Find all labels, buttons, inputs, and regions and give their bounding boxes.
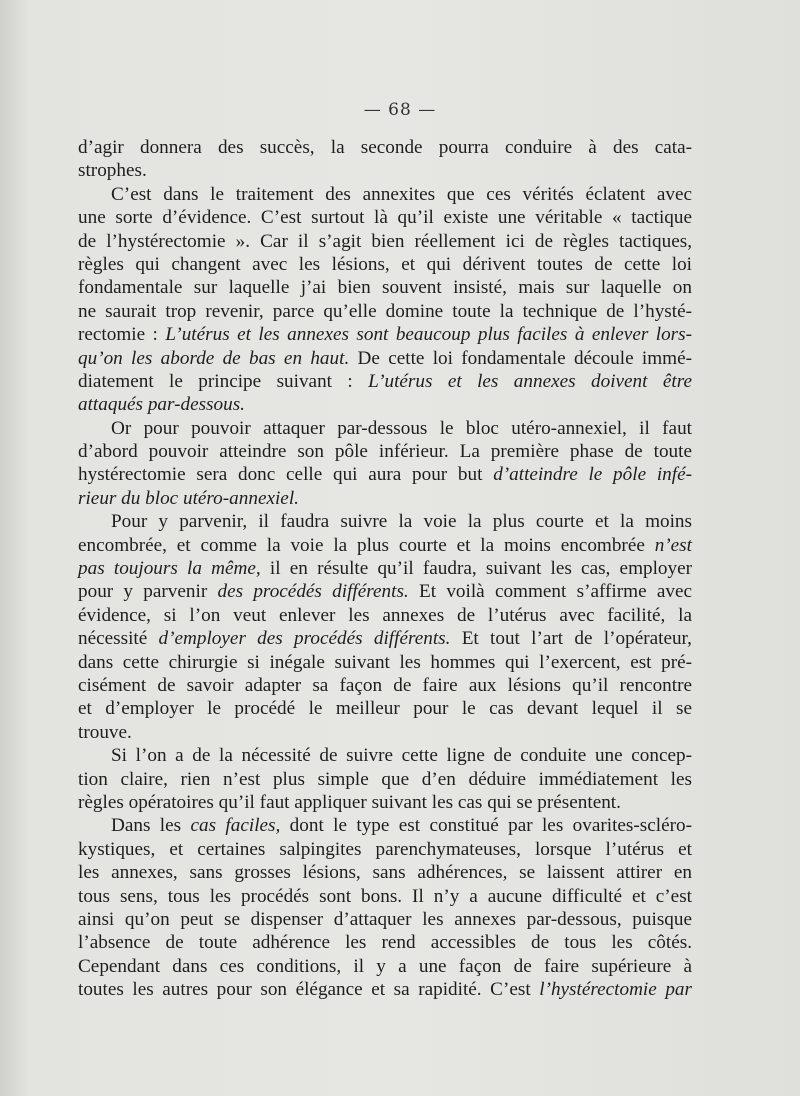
text-segment: toutes les autres pour son élégance et sa rapidité. C’est xyxy=(78,979,540,1001)
text-segment: Et voilà comment s’affirme avec xyxy=(408,581,692,603)
text-segment: fondamentale sur laquelle j’ai bien souvent insisté, mais sur laquelle on xyxy=(78,277,692,299)
text-line xyxy=(78,253,692,276)
text-segment: ne saurait trop revenir, parce qu’elle domine toute la technique de l’hysté- xyxy=(78,300,692,322)
text-line xyxy=(78,744,692,767)
italic-text: l’hystérectomie par xyxy=(539,979,692,1001)
text-line xyxy=(78,931,692,954)
text-segment: l’absence de toute adhérence les rend accessibles de tous les côtés. xyxy=(78,932,692,954)
text-line xyxy=(78,557,692,580)
text-line xyxy=(78,768,692,791)
text-line xyxy=(78,230,692,253)
text-segment: diatement le principe suivant : xyxy=(78,370,369,392)
text-segment: Si l’on a de la nécessité de suivre cette ligne de conduite une concep- xyxy=(111,745,692,767)
text-segment: rectomie : xyxy=(78,324,166,346)
body-text xyxy=(78,136,692,1001)
text-line xyxy=(78,908,692,931)
text-line xyxy=(78,393,692,416)
text-segment: de l’hystérectomie ». Car il s’agit bien réellement ici de règles tactiques, xyxy=(78,230,692,252)
text-line xyxy=(78,627,692,650)
text-segment: ainsi qu’on peut se dispenser d’attaquer les annexes par-dessous, puisque xyxy=(78,908,692,930)
text-segment: les annexes, sans grosses lésions, sans adhérences, se laissent attirer en xyxy=(78,862,692,884)
text-line xyxy=(78,955,692,978)
text-segment: nécessité xyxy=(78,628,159,650)
text-line xyxy=(78,487,692,510)
text-segment: règles qui changent avec les lésions, et qui dérivent toutes de cette loi xyxy=(78,253,692,275)
italic-text: d’atteindre le pôle infé- xyxy=(493,464,692,486)
text-line xyxy=(78,347,692,370)
text-line xyxy=(78,814,692,837)
text-segment: évidence, si l’on veut enlever les annexes de l’utérus avec facilité, la xyxy=(78,604,692,626)
text-segment: il en résulte qu’il faudra, suivant les cas, employer xyxy=(260,558,693,580)
text-line xyxy=(78,370,692,393)
text-line xyxy=(78,300,692,323)
text-segment: cisément de savoir adapter sa façon de faire aux lésions qu’il rencontre xyxy=(78,674,692,696)
text-segment: tion claire, rien n’est plus simple que d’en déduire immédiatement les xyxy=(78,768,692,790)
text-segment: Et tout l’art de l’opérateur, xyxy=(450,628,692,650)
text-segment: tous sens, tous les procédés sont bons. Il n’y a aucune difficulté et c’est xyxy=(78,885,692,907)
text-line xyxy=(78,159,692,182)
text-line xyxy=(78,463,692,486)
text-line xyxy=(78,534,692,557)
text-segment: une sorte d’évidence. C’est surtout là qu’il existe une véritable « tactique xyxy=(78,207,692,229)
italic-text: attaqués par-dessous. xyxy=(78,394,245,416)
text-segment: De cette loi fondamentale découle immé- xyxy=(349,347,692,369)
text-segment: règles opératoires qu’il faut appliquer suivant les cas qui se présentent. xyxy=(78,791,621,813)
text-line xyxy=(78,417,692,440)
text-line xyxy=(78,838,692,861)
text-segment: trouve. xyxy=(78,721,132,743)
text-segment: dans cette chirurgie si inégale suivant les hommes qui l’exercent, est pré- xyxy=(78,651,692,673)
text-segment: hystérectomie sera donc celle qui aura pour but xyxy=(78,464,494,486)
text-segment: Cependant dans ces conditions, il y a une façon de faire supérieure à xyxy=(78,955,692,977)
text-segment: strophes. xyxy=(78,160,147,182)
text-line xyxy=(78,604,692,627)
italic-text: L’utérus et les annexes sont beaucoup plus faciles à enlever lors- xyxy=(165,324,692,346)
text-line xyxy=(78,276,692,299)
text-segment: d’agir donnera des succès, la seconde pourra conduire à des cata- xyxy=(78,137,692,158)
italic-text: d’employer des procédés différents. xyxy=(158,628,451,650)
italic-text: L’utérus et les annexes doivent être xyxy=(368,370,692,392)
italic-text: cas faciles, xyxy=(190,815,281,837)
italic-text: rieur du bloc utéro-annexiel. xyxy=(78,487,299,509)
text-segment: Or pour pouvoir attaquer par-dessous le bloc utéro-annexiel, il faut xyxy=(111,417,692,439)
text-line xyxy=(78,791,692,814)
text-line xyxy=(78,651,692,674)
text-segment: pour y parvenir xyxy=(78,581,218,603)
text-line xyxy=(78,721,692,744)
italic-text: pas toujours la même, xyxy=(78,558,261,580)
text-line xyxy=(78,697,692,720)
italic-text: n’est xyxy=(654,534,692,556)
text-line xyxy=(78,580,692,603)
text-segment: d’abord pouvoir atteindre son pôle inférieur. La première phase de toute xyxy=(78,441,692,463)
text-line xyxy=(78,861,692,884)
italic-text: des procédés différents. xyxy=(217,581,409,603)
text-line xyxy=(78,885,692,908)
text-line xyxy=(78,978,692,1001)
italic-text: qu’on les aborde de bas en haut. xyxy=(78,347,350,369)
text-line xyxy=(78,510,692,533)
text-line xyxy=(78,206,692,229)
text-line xyxy=(78,674,692,697)
page-number: — 68 — xyxy=(363,100,437,120)
text-segment: encombrée, et comme la voie la plus courte et la moins encombrée xyxy=(78,534,655,556)
text-segment: et d’employer le procédé le meilleur pour le cas devant lequel il se xyxy=(78,698,692,720)
text-line xyxy=(78,183,692,206)
text-line xyxy=(78,136,692,159)
text-segment: dont le type est constitué par les ovarites-scléro- xyxy=(280,815,692,837)
text-line xyxy=(78,323,692,346)
text-segment: Dans les xyxy=(111,815,191,837)
text-segment: C’est dans le traitement des annexites que ces vérités éclatent avec xyxy=(111,183,692,205)
text-segment: kystiques, et certaines salpingites parenchymateuses, lorsque l’utérus et xyxy=(78,838,692,860)
text-line xyxy=(78,440,692,463)
text-segment: Pour y parvenir, il faudra suivre la voie la plus courte et la moins xyxy=(111,511,692,533)
